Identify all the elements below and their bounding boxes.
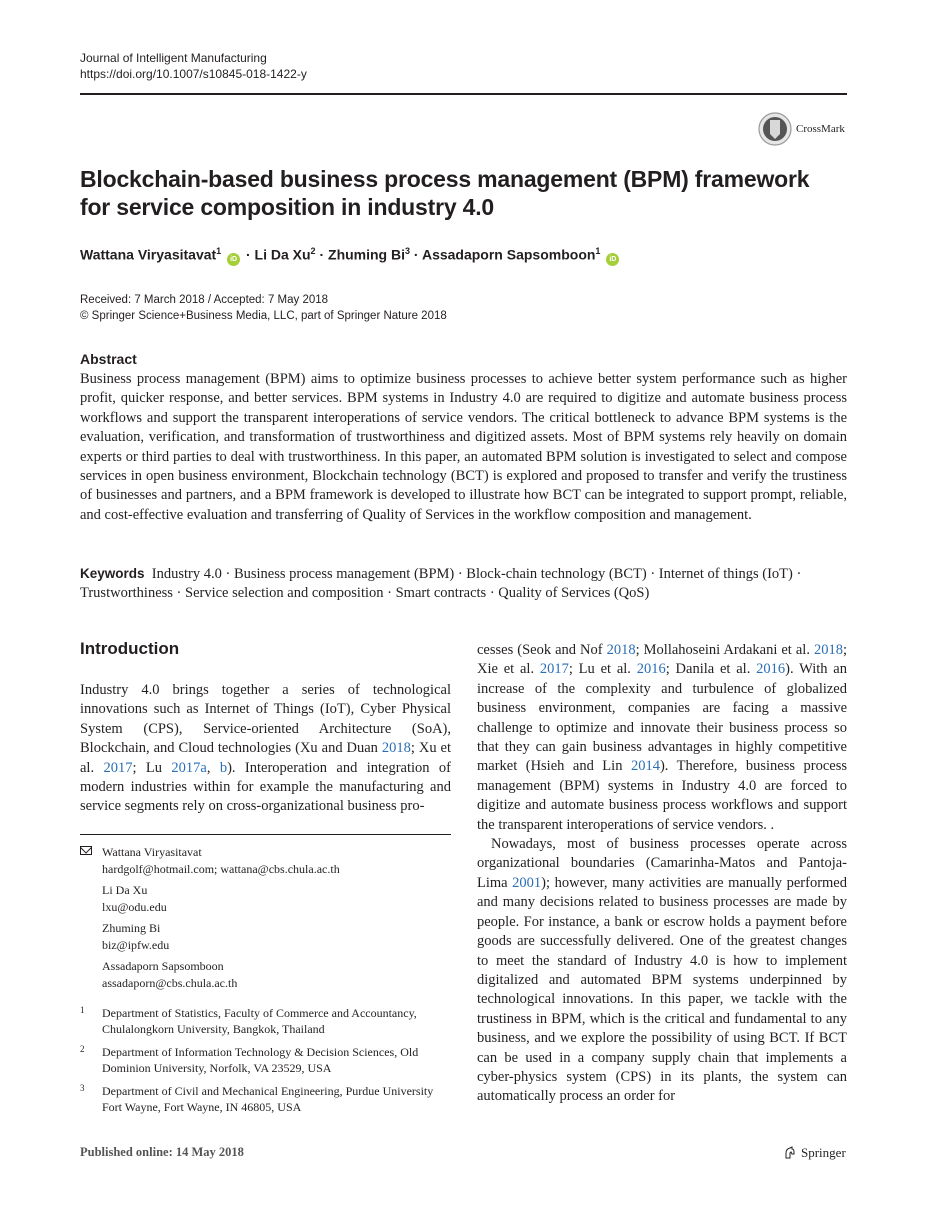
citation-link[interactable]: 2017 (539, 661, 569, 678)
citation-link[interactable]: 2017a (171, 759, 207, 776)
publication-dates (80, 292, 447, 324)
author-separator: · (242, 246, 255, 263)
author-affiliation-sup: 1 (216, 246, 222, 256)
intro-paragraph (477, 641, 847, 835)
body-text: ; Xu et al. (80, 740, 451, 776)
affiliation-text: Department of Civil and Mechanical Engineering, Purdue University Fort Wayne, Fort Wayne, IN 46805, USA (102, 1084, 434, 1114)
intro-right-column (477, 641, 847, 1107)
publisher-logo (783, 1145, 846, 1161)
contact-name: Zhuming Bi (102, 921, 161, 935)
abstract-text: Business process management (BPM) aims to optimize business processes to achieve better system performance such as higher profit, quicker response, and better services. BPM systems in Industry 4.0 are required to digitize and automate business process workflows and support the transparent interoperations of service vendors. The critical bottleneck to advance BPM systems is the evaluation, verification, and transformation of trustworthiness and digitized assets. Most of BPM systems rely heavily on domain experts or third parties to deal with trustworthiness. In this paper, an automated BPM solution is investigated to select and compose services in open business environment, Blockchain technology (BCT) is explored and proposed to transfer and verify the trustiness of businesses and partners, and a BPM framework is developed to illustrate how BCT can be integrated to support prompt, reliable, and cost-effective evaluation and transferring of Quality of Services in the workflow composition and management. (80, 371, 847, 523)
affiliation-number: 3 (80, 1083, 85, 1093)
affiliation-text: Department of Information Technology & Decision Sciences, Old Dominion University, Norfolk, VA 23529, USA (102, 1045, 419, 1075)
affiliations-block (80, 1005, 451, 1122)
orcid-icon[interactable]: iD (606, 253, 619, 266)
citation-link[interactable]: 2014 (630, 758, 660, 775)
affiliation-text: Department of Statistics, Faculty of Commerce and Accountancy, Chulalongkorn University, Bangkok, Thailand (102, 1006, 417, 1036)
received-accepted: Received: 7 March 2018 / Accepted: 7 May 2018 (80, 294, 329, 306)
orcid-icon[interactable]: iD (227, 253, 240, 266)
contact-entry (102, 844, 451, 878)
doi-link[interactable]: https://doi.org/10.1007/s10845-018-1422-y (80, 67, 307, 81)
section-heading-introduction: Introduction (80, 639, 180, 658)
affiliation-entry (80, 1083, 451, 1115)
keywords (80, 564, 847, 604)
journal-name: Journal of Intelligent Manufacturing (80, 51, 267, 65)
intro-left-paragraph (80, 681, 451, 817)
author-affiliation-sup: 3 (405, 246, 411, 256)
contact-email[interactable]: lxu@odu.edu (102, 900, 167, 914)
body-text: Nowadays, most of business processes operate across organizational boundaries (Camarinha-Matos and Pantoja-Lima (477, 836, 847, 891)
correspondence-block (80, 844, 451, 996)
body-text: ); however, many activities are manually performed and many decisions related to business processes are made by people. For instance, a bank or escrow holds a payment before goods are successfully delivered. One of the greatest changes to meet the standard of Industry 4.0 is how to implement digitalized and automated BPM systems underpinned by technological innovations. In this paper, we tackle with the trustiness in BPM, which is the critical and fundamental to any business, and we explore the possibility of using BCT. If BCT can be used in a company supply chain that implements a cyber-physics system (CPS) in its plants, the system can automatically process an order for (477, 874, 847, 1105)
affiliation-entry (80, 1005, 451, 1037)
keywords-label: Keywords (80, 566, 145, 581)
body-text: ; Lu et al. (568, 661, 637, 678)
citation-link[interactable]: b (219, 759, 228, 776)
contact-name: Wattana Viryasitavat (102, 845, 202, 859)
contact-email[interactable]: assadaporn@cbs.chula.ac.th (102, 976, 238, 990)
author-name[interactable]: Li Da Xu (254, 246, 311, 263)
header-rule (80, 93, 847, 95)
body-text: ; Lu (132, 759, 172, 776)
publisher-name: Springer (801, 1145, 846, 1160)
body-text: , (206, 759, 220, 776)
author-separator: · (315, 246, 329, 263)
citation-link[interactable]: 2018 (813, 642, 843, 658)
crossmark-label: CrossMark (796, 123, 845, 135)
contact-entry (102, 958, 451, 992)
author-separator: · (410, 246, 422, 263)
springer-horse-icon (783, 1146, 797, 1160)
footnote-rule (80, 834, 451, 835)
body-text: ). Interoperation and integration of modern industries within for example the manufacturing and service segments rely on cross-organizational business pro- (80, 759, 452, 815)
citation-link[interactable]: 2018 (381, 740, 411, 757)
author-affiliation-sup: 1 (595, 246, 601, 256)
body-text: ). With an increase of the complexity and turbulence of globalized business environment, companies are facing a massive challenge to optimize and innovate their business process so that they can gain business advantages in highly competitive market (Hsieh and Lin (477, 661, 847, 775)
crossmark-badge[interactable] (758, 112, 845, 146)
citation-link[interactable]: 2001 (512, 874, 542, 891)
affiliation-number: 2 (80, 1044, 85, 1054)
contact-email[interactable]: biz@ipfw.edu (102, 938, 170, 952)
author-name[interactable]: Wattana Viryasitavat (80, 246, 217, 263)
author-affiliation-sup: 2 (310, 246, 316, 256)
body-text: ). Therefore, business process management (BPM) systems in Industry 4.0 are forced to digitize and automate business process workflows and support the transparent interoperations of service vendors. . (477, 758, 847, 833)
affiliation-entry (80, 1044, 451, 1076)
affiliation-number: 1 (80, 1005, 85, 1015)
copyright: © Springer Science+Business Media, LLC, part of Springer Nature 2018 (80, 310, 447, 322)
contact-name: Li Da Xu (102, 883, 148, 897)
abstract-heading: Abstract (80, 351, 137, 367)
contact-entry (102, 882, 451, 916)
intro-paragraph (477, 835, 847, 1107)
contact-entry (102, 920, 451, 954)
citation-link[interactable]: 2016 (636, 661, 666, 678)
citation-link[interactable]: 2016 (756, 661, 786, 678)
crossmark-icon (758, 112, 792, 146)
author-list (80, 246, 621, 266)
contact-email[interactable]: hardgolf@hotmail.com; wattana@cbs.chula.ac.th (102, 862, 340, 876)
author-name[interactable]: Zhuming Bi (328, 246, 406, 263)
mail-icon (80, 846, 92, 855)
body-text: cesses (Seok and Nof (477, 642, 607, 658)
body-text: ; Danila et al. (665, 661, 757, 678)
published-online: Published online: 14 May 2018 (80, 1145, 244, 1159)
paper-title: Blockchain-based business process management (BPM) framework for service composition in industry 4.0 (80, 166, 810, 220)
contact-name: Assadaporn Sapsomboon (102, 959, 224, 973)
body-text: ; Xie et al. (477, 642, 847, 678)
author-name[interactable]: Assadaporn Sapsomboon (421, 246, 596, 263)
citation-link[interactable]: 2017 (103, 759, 133, 776)
body-text: ; Mollahoseini Ardakani et al. (635, 642, 814, 658)
keywords-list: Industry 4.0 · Business process management (BPM) · Block-chain technology (BCT) · Internet of things (IoT) · Trustworthiness · Service selection and composition · Smart contracts · Quality of Services (QoS) (80, 566, 802, 602)
body-text: Industry 4.0 brings together a series of technological innovations such as Internet of Things (IoT), Cyber Physical System (CPS), Service-oriented Architecture (SoA), Blockchain, and Cloud technologies (Xu and Duan (80, 682, 451, 757)
citation-link[interactable]: 2018 (606, 642, 636, 658)
